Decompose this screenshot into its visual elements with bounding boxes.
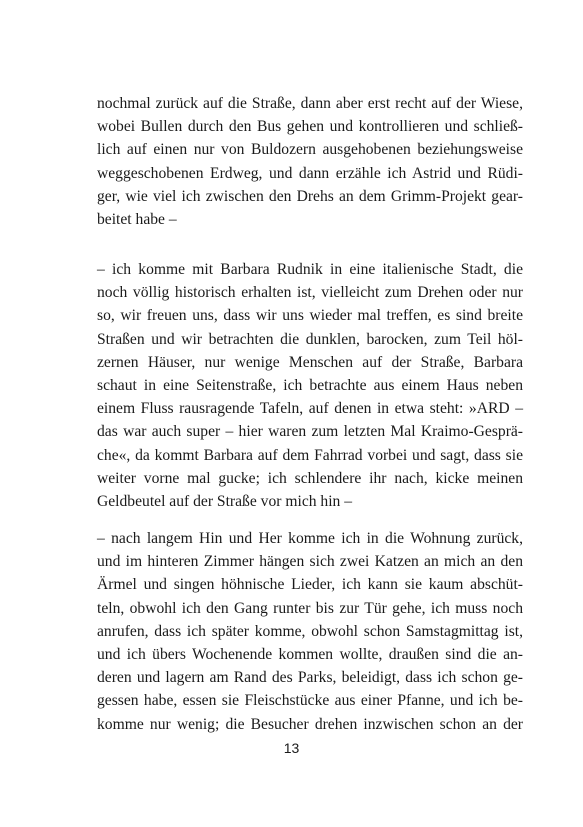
- text-line: weiter vorne mal gucke; ich schlendere ihr nach, kicke meinen: [97, 469, 523, 487]
- text-line: – nach langem Hin und Her komme ich in die Wohnung zurück,: [97, 530, 523, 547]
- text-line: beitet habe –: [97, 210, 177, 228]
- text-line: und im hinteren Zimmer hängen sich zwei Katzen an mich an den: [97, 553, 523, 571]
- text-line: schaut in eine Seitenstraße, ich betrachte aus einem Haus neben: [97, 376, 523, 394]
- text-line: che«, da kommt Barbara auf dem Fahrrad vorbei und sagt, dass sie: [97, 446, 523, 464]
- text-line: wobei Bullen durch den Bus gehen und kontrollieren und schließ-: [97, 118, 523, 136]
- text-line: noch völlig historisch erhalten ist, vielleicht zum Drehen oder nur: [97, 284, 523, 302]
- text-line: anrufen, dass ich später komme, obwohl schon Samstagmittag ist,: [97, 622, 523, 640]
- paragraph-3: [97, 527, 523, 736]
- text-line: – ich komme mit Barbara Rudnik in eine italienische Stadt, die: [97, 261, 523, 278]
- text-line: nochmal zurück auf die Straße, dann aber erst recht auf der Wiese,: [97, 95, 523, 112]
- paragraph-1: [97, 92, 523, 231]
- text-line: ger, wie viel ich zwischen den Drehs an dem Grimm-Projekt gear-: [97, 187, 523, 205]
- text-line: zernen Häuser, nur wenige Menschen auf der Straße, Barbara: [97, 353, 523, 371]
- text-line: lich auf einen nur von Buldozern ausgehobenen beziehungsweise: [97, 141, 523, 159]
- text-line: und ich übers Wochenende kommen wollte, draußen sind die an-: [97, 645, 523, 663]
- text-line: teln, obwohl ich den Gang runter bis zur Tür gehe, ich muss noch: [97, 599, 523, 617]
- text-line: einem Fluss rausragende Tafeln, auf denen in etwa steht: »ARD –: [97, 400, 523, 418]
- text-line: Geldbeutel auf der Straße vor mich hin –: [97, 492, 353, 510]
- text-line: gessen habe, essen sie Fleischstücke aus einer Pfanne, und ich be-: [97, 692, 523, 710]
- text-line: Straßen und wir betrachten die dunklen, barocken, zum Teil höl-: [97, 330, 523, 348]
- page-number: 13: [283, 740, 300, 756]
- text-line: das war auch super – hier waren zum letzten Mal Kraimo-Gesprä-: [97, 423, 523, 441]
- text-line: so, wir freuen uns, dass wir uns wieder mal treffen, es sind breite: [97, 307, 523, 325]
- text-line: komme nur wenig; die Besucher drehen inzwischen schon an der: [97, 715, 523, 733]
- text-line: weggeschobenen Erdweg, und dann erzähle ich Astrid und Rüdi-: [97, 164, 523, 182]
- text-line: Ärmel und singen höhnische Lieder, ich kann sie kaum abschüt-: [97, 576, 523, 594]
- paragraph-2: [97, 258, 523, 513]
- text-line: deren und lagern am Rand des Parks, beleidigt, dass ich schon ge-: [97, 669, 523, 687]
